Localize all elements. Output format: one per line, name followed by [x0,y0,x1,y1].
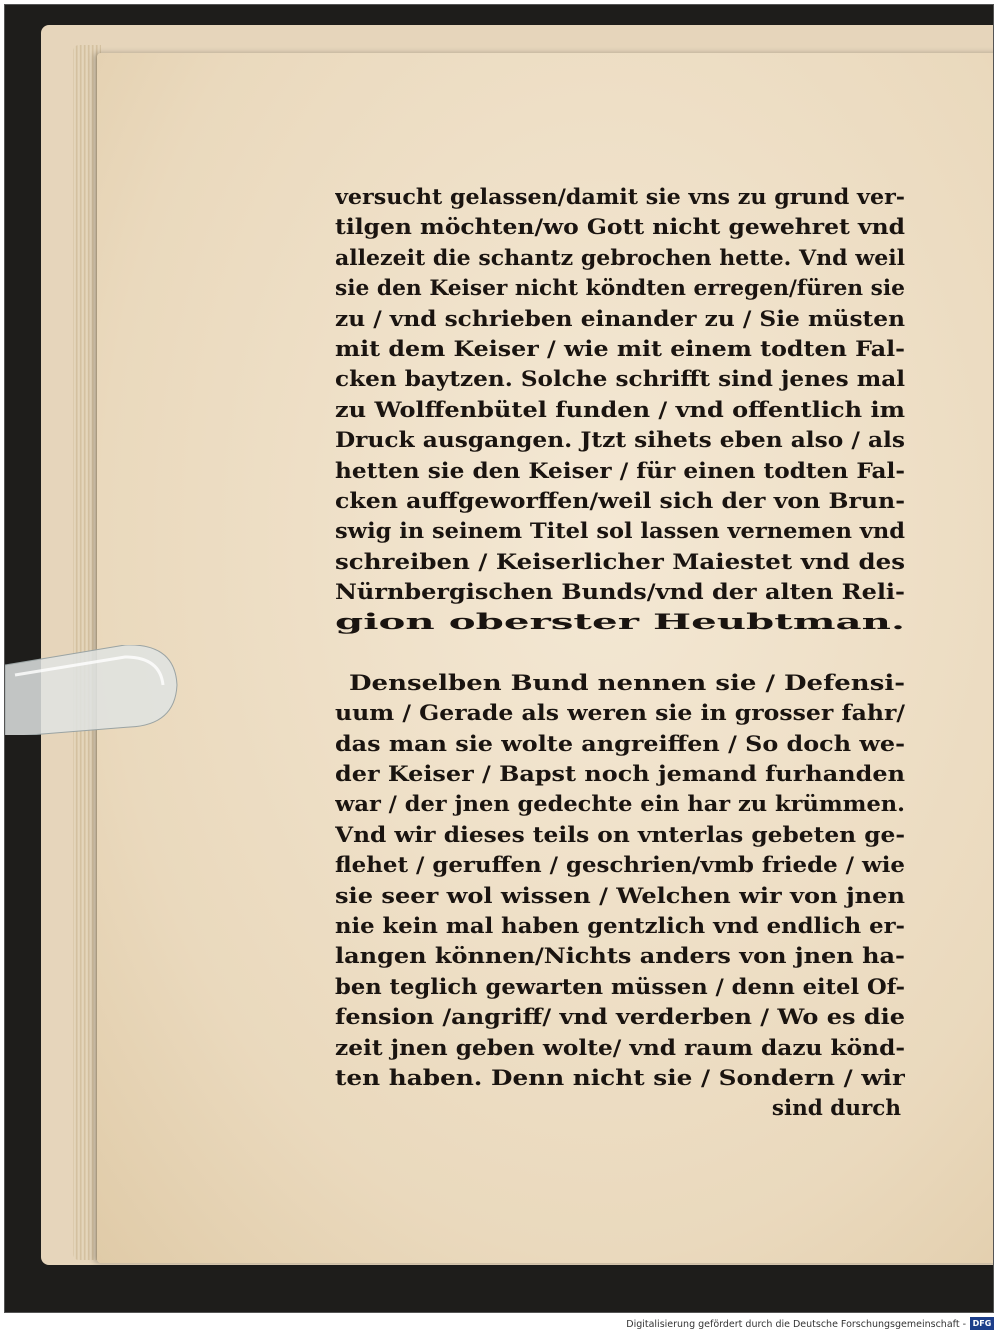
text-line: versucht gelassen/damit sie vns zu grund ver- [335,185,905,210]
text-line: schreiben / Keiserlicher Maiestet vnd des [335,549,905,575]
text-line: flehet / geruffen / geschrien/vmb friede / wie [335,853,905,879]
text-line: Denselben Bund nennen sie / Defensi- [349,670,905,696]
text-line: fension /angriff/ vnd verderben / Wo es die [335,1005,905,1031]
text-line: Nürnbergischen Bunds/vnd der alten Reli- [335,580,905,606]
text-line: gion oberster Heubtman. [335,610,905,636]
text-line: zu Wolffenbütel funden / vnd offentlich im [335,397,905,423]
text-line: sie den Keiser nicht köndten erregen/füren sie [335,276,905,302]
text-line: mit dem Keiser / wie mit einem todten Fal- [335,336,905,362]
scan-frame [4,4,994,1313]
text-line: uum / Gerade als weren sie in grosser fahr/ [335,701,905,727]
text-line: swig in seinem Titel sol lassen vernemen vnd [335,519,905,545]
text-line: das man sie wolte angreiffen / So doch we- [335,731,905,757]
paragraph-2 [335,669,905,1094]
footer-bar [0,1313,1000,1336]
text-line: nie kein mal haben gentzlich vnd endlich er- [335,913,905,939]
dfg-logo-icon: DFG [970,1317,994,1330]
text-line: cken auffgeworffen/weil sich der von Brun- [335,488,905,514]
text-line: der Keiser / Bapst noch jemand furhanden [335,762,905,788]
text-line: war / der jnen gedechte ein har zu krümmen. [335,792,905,818]
text-line: Vnd wir dieses teils on vnterlas gebeten ge- [335,822,905,848]
text-line: Druck ausgangen. Jtzt sihets eben also / als [335,428,905,454]
text-line: tilgen möchten/wo Gott nicht gewehret vnd [335,215,905,241]
text-line: ten haben. Denn nicht sie / Sondern / wir [335,1065,905,1091]
text-line: langen können/Nichts anders von jnen ha- [335,944,905,970]
page-holder-clip [5,645,185,735]
text-line: zeit jnen geben wolte/ vnd raum dazu könd- [335,1035,905,1061]
catchword: sind durch [771,1096,901,1122]
page-text [335,183,905,1125]
text-line: allezeit die schantz gebrochen hette. Vnd weil [335,245,905,271]
text-line: ben teglich gewarten müssen / denn eitel Of- [335,974,905,1000]
paragraph-1 [335,183,905,639]
text-line: hetten sie den Keiser / für einen todten Fal- [335,458,905,484]
text-line: zu / vnd schrieben einander zu / Sie müsten [335,306,905,332]
funding-notice: Digitalisierung gefördert durch die Deutsche Forschungsgemeinschaft - [626,1319,966,1330]
text-line: sie seer wol wissen / Welchen wir von jnen [335,883,905,909]
text-line: cken baytzen. Solche schrifft sind jenes mal [335,367,905,393]
